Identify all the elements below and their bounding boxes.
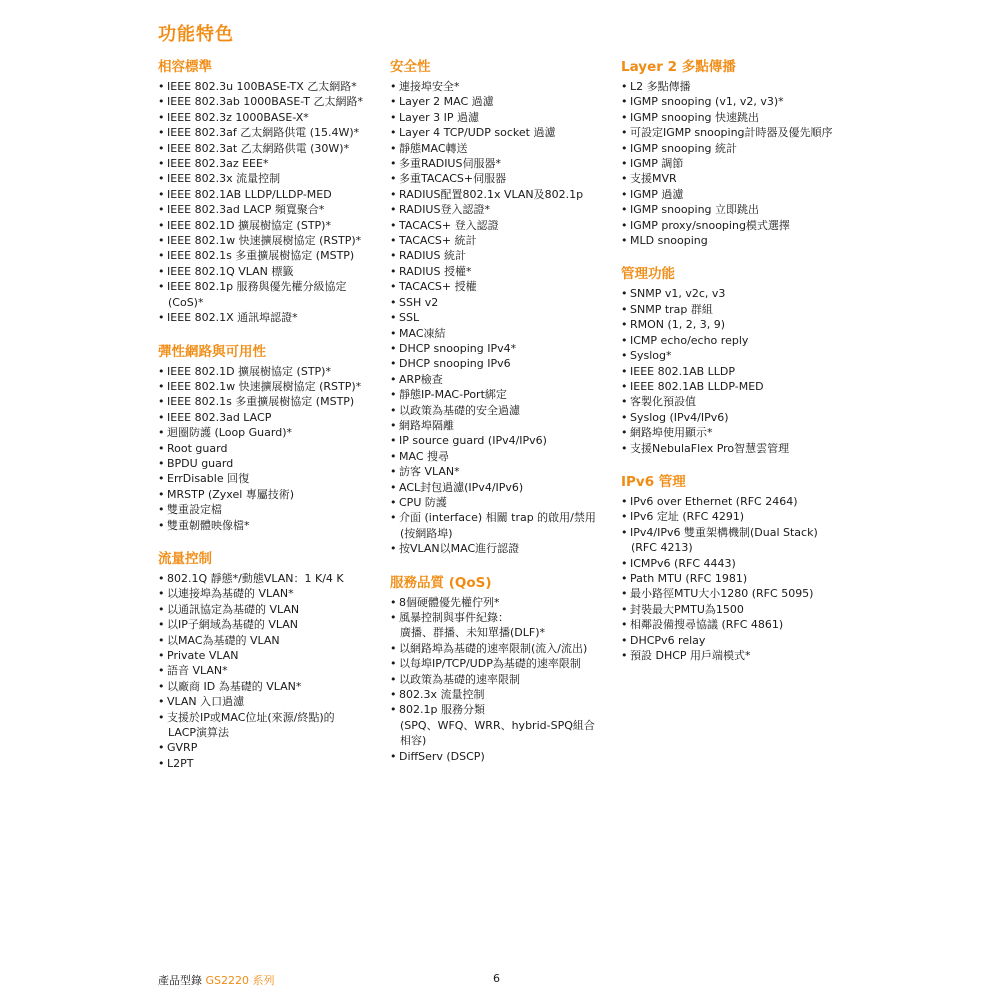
list-item xyxy=(621,348,861,363)
list-item-text: • 以連接埠為基礎的 VLAN* xyxy=(167,587,294,601)
list-item-text: • 以政策為基礎的速率限制 xyxy=(399,672,520,686)
list-item-text: • IGMP proxy/snooping模式選擇 xyxy=(630,218,790,232)
list-item-text: • IGMP snooping 統計 xyxy=(630,141,738,155)
list-item-text: • BPDU guard xyxy=(167,456,234,470)
feature-list xyxy=(158,571,383,771)
section-title: 彈性網路與可用性 xyxy=(158,343,266,360)
list-item-text: • 以通訊協定為基礎的 VLAN xyxy=(167,602,300,616)
list-item xyxy=(158,79,383,94)
list-item-text: • 802.1p 服務分類 xyxy=(399,703,485,717)
column-1 xyxy=(158,58,383,771)
list-item-text: • IEEE 802.3az EEE* xyxy=(167,157,269,171)
list-item-text: • 802.1Q 靜態*/動態VLAN：1 K/4 K xyxy=(167,571,344,585)
list-item xyxy=(158,202,383,217)
list-item-text: • IEEE 802.1Q VLAN 標籤 xyxy=(167,264,294,278)
list-item xyxy=(390,672,615,687)
list-item-text: • ACL封包過濾(IPv4/IPv6) xyxy=(399,480,524,494)
list-item-text: • 語音 VLAN* xyxy=(167,664,228,678)
list-item xyxy=(390,595,615,610)
list-item-text: • IEEE 802.1AB LLDP-MED xyxy=(630,379,764,393)
list-item xyxy=(158,310,383,325)
list-item xyxy=(158,456,383,471)
list-item xyxy=(158,187,383,202)
list-item xyxy=(621,494,861,509)
page-title: 功能特色 xyxy=(158,24,234,45)
list-item-text: • 連接埠安全* xyxy=(399,80,460,93)
list-item xyxy=(158,648,383,663)
list-item xyxy=(621,125,861,140)
list-item xyxy=(390,341,615,356)
feature-list xyxy=(390,595,615,764)
list-item xyxy=(390,171,615,186)
list-item xyxy=(621,617,861,632)
list-item xyxy=(158,756,383,771)
list-item-text: • 以網路埠為基礎的速率限制(流入/流出) xyxy=(399,641,588,655)
list-item xyxy=(621,425,861,440)
list-item xyxy=(390,641,615,656)
list-item-text: • IEEE 802.1D 擴展樹協定 (STP)* xyxy=(167,364,331,378)
list-item-text: • RADIUS配置802.1x VLAN及802.1p xyxy=(399,187,584,201)
list-item-text: • 迴圈防護 (Loop Guard)* xyxy=(167,426,293,440)
list-item-text: • RMON (1, 2, 3, 9) xyxy=(630,318,726,332)
list-item xyxy=(621,602,861,617)
list-item xyxy=(158,740,383,755)
list-item-text: • IGMP snooping 快速跳出 xyxy=(630,110,760,124)
list-item-text: • 客製化預設值 xyxy=(630,395,696,409)
list-item xyxy=(621,509,861,524)
list-item xyxy=(158,502,383,517)
list-item xyxy=(158,663,383,678)
list-item xyxy=(158,364,383,379)
list-item-text: • 最小路徑MTU大小1280 (RFC 5095) xyxy=(630,587,814,601)
list-item xyxy=(390,218,615,233)
section-title: 相容標準 xyxy=(158,59,212,75)
list-item-text: • 8個硬體優先權佇列* xyxy=(399,595,500,609)
list-item-text: • IEEE 802.3u 100BASE-TX 乙太網路* xyxy=(167,80,357,93)
list-item xyxy=(158,171,383,186)
list-item xyxy=(158,518,383,533)
list-item-text: • IEEE 802.3af 乙太網路供電 (15.4W)* xyxy=(167,126,360,140)
footer-model: GS2220 系列 xyxy=(205,974,275,987)
list-item xyxy=(158,218,383,233)
list-item xyxy=(621,394,861,409)
list-item xyxy=(390,449,615,464)
list-item xyxy=(390,510,615,541)
list-item xyxy=(158,279,383,310)
list-item-text: • IEEE 802.1s 多重擴展樹協定 (MSTP) xyxy=(167,249,355,263)
list-item xyxy=(621,202,861,217)
list-item-text: • DiffServ (DSCP) xyxy=(399,749,485,763)
list-item-text: • 訪客 VLAN* xyxy=(399,465,460,479)
list-item-text: • IEEE 802.3x 流量控制 xyxy=(167,172,281,186)
list-item-text: • 相鄰設備搜尋協議 (RFC 4861) xyxy=(630,618,784,632)
list-item xyxy=(158,679,383,694)
list-item xyxy=(390,356,615,371)
feature-list xyxy=(621,494,861,663)
list-item-text: • IGMP 過濾 xyxy=(630,187,684,201)
list-item-text: • IEEE 802.3z 1000BASE-X* xyxy=(167,110,309,124)
list-item xyxy=(621,410,861,425)
list-item-text: • 預設 DHCP 用戶端模式* xyxy=(630,649,751,662)
list-item-text: • IEEE 802.1D 擴展樹協定 (STP)* xyxy=(167,218,331,232)
list-item xyxy=(390,94,615,109)
list-item xyxy=(158,441,383,456)
list-item xyxy=(390,79,615,94)
list-item xyxy=(158,233,383,248)
column-3 xyxy=(621,58,861,663)
list-item xyxy=(621,364,861,379)
list-item xyxy=(390,202,615,217)
list-item xyxy=(621,171,861,186)
list-item-text: • ICMP echo/echo reply xyxy=(630,333,749,347)
list-item-text: • Layer 2 MAC 過濾 xyxy=(399,95,494,109)
column-2 xyxy=(390,58,615,764)
list-item xyxy=(158,94,383,109)
list-item-text: • IEEE 802.3ad LACP 頻寬聚合* xyxy=(167,203,325,217)
list-item-text: • Layer 4 TCP/UDP socket 過濾 xyxy=(399,126,556,140)
list-item xyxy=(158,248,383,263)
list-item-text: • IEEE 802.1p 服務與優先權分級協定 xyxy=(167,280,347,294)
list-item-text: • SSH v2 xyxy=(399,295,439,309)
list-item xyxy=(621,286,861,301)
list-item xyxy=(158,694,383,709)
list-item-text: • 網路埠隔離 xyxy=(399,418,454,432)
list-item xyxy=(621,218,861,233)
list-item-text: • IP source guard (IPv4/IPv6) xyxy=(399,434,547,448)
list-item xyxy=(621,317,861,332)
list-item-text: • 支援MVR xyxy=(630,172,677,186)
list-item-text: • GVRP xyxy=(167,741,198,755)
list-item-text: • 介面 (interface) 相關 trap 的啟用/禁用 xyxy=(399,511,596,525)
list-item xyxy=(390,326,615,341)
section-title: 管理功能 xyxy=(621,266,675,283)
list-item-text: • SSL xyxy=(399,311,420,325)
list-item xyxy=(158,110,383,125)
list-item xyxy=(390,656,615,671)
footer-catalog xyxy=(158,972,275,988)
list-item-text: • 多重TACACS+伺服器 xyxy=(399,172,507,186)
list-item-text: • 雙重韌體映像檔* xyxy=(167,518,250,532)
list-item-text: • 以每埠IP/TCP/UDP為基礎的速率限制 xyxy=(399,657,581,671)
list-item xyxy=(158,586,383,601)
list-item-text: • 靜態IP-MAC-Port綁定 xyxy=(399,388,507,402)
list-item xyxy=(390,248,615,263)
feature-list xyxy=(621,286,861,455)
list-item xyxy=(390,310,615,325)
list-item-text: • 以IP子網域為基礎的 VLAN xyxy=(167,618,299,632)
list-item-text: (按網路埠) xyxy=(400,526,453,540)
section-title: IPv6 管理 xyxy=(621,473,686,490)
list-item xyxy=(390,233,615,248)
list-item xyxy=(158,425,383,440)
list-item-text: • 支援NebulaFlex Pro智慧雲管理 xyxy=(630,441,790,455)
page-number: 6 xyxy=(493,972,500,985)
feature-list xyxy=(158,79,383,326)
list-item-text: • IEEE 802.3ad LACP xyxy=(167,410,272,424)
list-item xyxy=(621,333,861,348)
list-item-text: • 封裝最大PMTU為1500 xyxy=(630,602,744,616)
list-item-text: • IGMP 調節 xyxy=(630,157,684,171)
list-item xyxy=(390,403,615,418)
list-item xyxy=(621,187,861,202)
list-item xyxy=(390,387,615,402)
list-item-text: • ErrDisable 回復 xyxy=(167,472,250,486)
list-item-text: • IEEE 802.1s 多重擴展樹協定 (MSTP) xyxy=(167,395,355,409)
list-item-text: (SPQ、WFQ、WRR、hybrid-SPQ組合 xyxy=(400,718,595,732)
list-item-text: • RADIUS登入認證* xyxy=(399,203,490,217)
list-item xyxy=(621,94,861,109)
list-item xyxy=(158,471,383,486)
list-item xyxy=(390,372,615,387)
list-item xyxy=(390,687,615,702)
list-item-text: • MAC 搜尋 xyxy=(399,449,449,463)
list-item-text: • IPv6 定址 (RFC 4291) xyxy=(630,510,745,524)
list-item-text: • VLAN 入口過濾 xyxy=(167,695,245,709)
list-item xyxy=(621,441,861,456)
list-item-text: • IEEE 802.1w 快速擴展樹協定 (RSTP)* xyxy=(167,234,362,248)
list-item-text: • 以廠商 ID 為基礎的 VLAN* xyxy=(167,679,302,693)
list-item xyxy=(158,394,383,409)
list-item-text: • ARP檢查 xyxy=(399,372,443,386)
list-item xyxy=(390,295,615,310)
list-item-text: 廣播、群播、未知單播(DLF)* xyxy=(400,626,546,640)
list-item xyxy=(621,110,861,125)
list-item-text: • IGMP snooping 立即跳出 xyxy=(630,203,760,217)
list-item xyxy=(621,556,861,571)
list-item xyxy=(390,480,615,495)
list-item-text: • Path MTU (RFC 1981) xyxy=(630,571,748,585)
list-item-text: • 風暴控制與事件紀錄： xyxy=(399,611,509,624)
list-item-text: • 雙重設定檔 xyxy=(167,503,222,517)
list-item xyxy=(621,571,861,586)
list-item-text: • 以政策為基礎的安全過濾 xyxy=(399,403,520,417)
list-item xyxy=(158,710,383,741)
list-item xyxy=(390,279,615,294)
list-item xyxy=(390,541,615,556)
list-item-text: • MAC凍結 xyxy=(399,326,446,340)
section-title: Layer 2 多點傳播 xyxy=(621,59,736,75)
list-item xyxy=(158,125,383,140)
list-item-text: • 以MAC為基礎的 VLAN xyxy=(167,633,280,647)
list-item xyxy=(390,433,615,448)
list-item-text: • TACACS+ 登入認證 xyxy=(399,218,499,232)
list-item xyxy=(390,110,615,125)
list-item-text: • L2 多點傳播 xyxy=(630,80,691,93)
list-item-text: LACP演算法 xyxy=(168,726,230,740)
list-item-text: • ICMPv6 (RFC 4443) xyxy=(630,556,736,570)
list-item xyxy=(158,571,383,586)
list-item xyxy=(621,141,861,156)
list-item-text: • Syslog (IPv4/IPv6) xyxy=(630,410,729,424)
list-item-text: • IPv6 over Ethernet (RFC 2464) xyxy=(630,494,798,508)
list-item xyxy=(158,602,383,617)
list-item-text: 相容) xyxy=(400,734,427,748)
list-item xyxy=(390,464,615,479)
list-item xyxy=(158,379,383,394)
list-item-text: (CoS)* xyxy=(168,295,204,309)
list-item xyxy=(621,302,861,317)
list-item xyxy=(390,495,615,510)
list-item xyxy=(621,79,861,94)
list-item-text: • 可設定IGMP snooping計時器及優先順序 xyxy=(630,126,833,140)
list-item-text: • Private VLAN xyxy=(167,649,239,662)
list-item xyxy=(158,156,383,171)
list-item-text: • 按VLAN以MAC進行認證 xyxy=(399,542,520,556)
list-item-text: • CPU 防護 xyxy=(399,495,447,509)
list-item xyxy=(158,264,383,279)
list-item-text: • 多重RADIUS伺服器* xyxy=(399,157,501,171)
list-item xyxy=(390,141,615,156)
list-item xyxy=(621,525,861,556)
list-item-text: • IPv4/IPv6 雙重架構機制(Dual Stack) xyxy=(630,525,818,539)
list-item-text: • Layer 3 IP 過濾 xyxy=(399,110,480,124)
list-item xyxy=(390,187,615,202)
list-item xyxy=(390,749,615,764)
list-item-text: • 網路埠使用顯示* xyxy=(630,426,713,440)
section-title: 服務品質 (QoS) xyxy=(390,574,492,591)
list-item xyxy=(621,156,861,171)
list-item-text: • 靜態MAC轉送 xyxy=(399,141,468,155)
list-item xyxy=(621,586,861,601)
list-item-text: • MLD snooping xyxy=(630,234,708,248)
list-item xyxy=(390,264,615,279)
list-item xyxy=(621,633,861,648)
list-item-text: • IEEE 802.3ab 1000BASE-T 乙太網路* xyxy=(167,95,363,109)
list-item-text: • IEEE 802.1AB LLDP xyxy=(630,364,736,378)
list-item xyxy=(390,125,615,140)
list-item xyxy=(158,141,383,156)
list-item-text: • DHCPv6 relay xyxy=(630,633,706,647)
list-item-text: • TACACS+ 授權 xyxy=(399,280,477,294)
list-item-text: • RADIUS 統計 xyxy=(399,249,466,263)
list-item-text: • SNMP trap 群組 xyxy=(630,302,713,316)
list-item-text: • IEEE 802.1X 通訊埠認證* xyxy=(167,311,298,325)
list-item-text: • IGMP snooping (v1, v2, v3)* xyxy=(630,95,784,109)
list-item-text: • 802.3x 流量控制 xyxy=(399,688,485,702)
list-item-text: • DHCP snooping IPv6 xyxy=(399,357,511,371)
list-item-text: • RADIUS 授權* xyxy=(399,264,472,278)
list-item xyxy=(621,379,861,394)
list-item-text: • TACACS+ 統計 xyxy=(399,234,477,248)
feature-list xyxy=(158,364,383,533)
list-item-text: • SNMP v1, v2c, v3 xyxy=(630,287,726,301)
list-item xyxy=(390,610,615,641)
feature-list xyxy=(390,79,615,557)
list-item-text: • Root guard xyxy=(167,441,228,455)
list-item xyxy=(390,702,615,748)
list-item xyxy=(158,487,383,502)
feature-list xyxy=(621,79,861,248)
list-item-text: • 支援於IP或MAC位址(來源/終點)的 xyxy=(167,710,335,724)
list-item-text: • IEEE 802.1w 快速擴展樹協定 (RSTP)* xyxy=(167,379,362,393)
list-item xyxy=(390,156,615,171)
section-title: 流量控制 xyxy=(158,550,212,567)
footer-label: 產品型錄 xyxy=(158,974,206,987)
list-item xyxy=(621,233,861,248)
list-item-text: • DHCP snooping IPv4* xyxy=(399,341,517,355)
section-title: 安全性 xyxy=(390,59,431,75)
list-item-text: • Syslog* xyxy=(630,349,672,363)
list-item-text: • IEEE 802.1AB LLDP/LLDP-MED xyxy=(167,187,332,201)
list-item xyxy=(390,418,615,433)
list-item-text: • IEEE 802.3at 乙太網路供電 (30W)* xyxy=(167,141,350,155)
list-item xyxy=(621,648,861,663)
list-item-text: • MRSTP (Zyxel 專屬技術) xyxy=(167,487,295,501)
list-item xyxy=(158,633,383,648)
list-item-text: (RFC 4213) xyxy=(631,541,693,555)
list-item xyxy=(158,410,383,425)
list-item-text: • L2PT xyxy=(167,756,194,770)
list-item xyxy=(158,617,383,632)
